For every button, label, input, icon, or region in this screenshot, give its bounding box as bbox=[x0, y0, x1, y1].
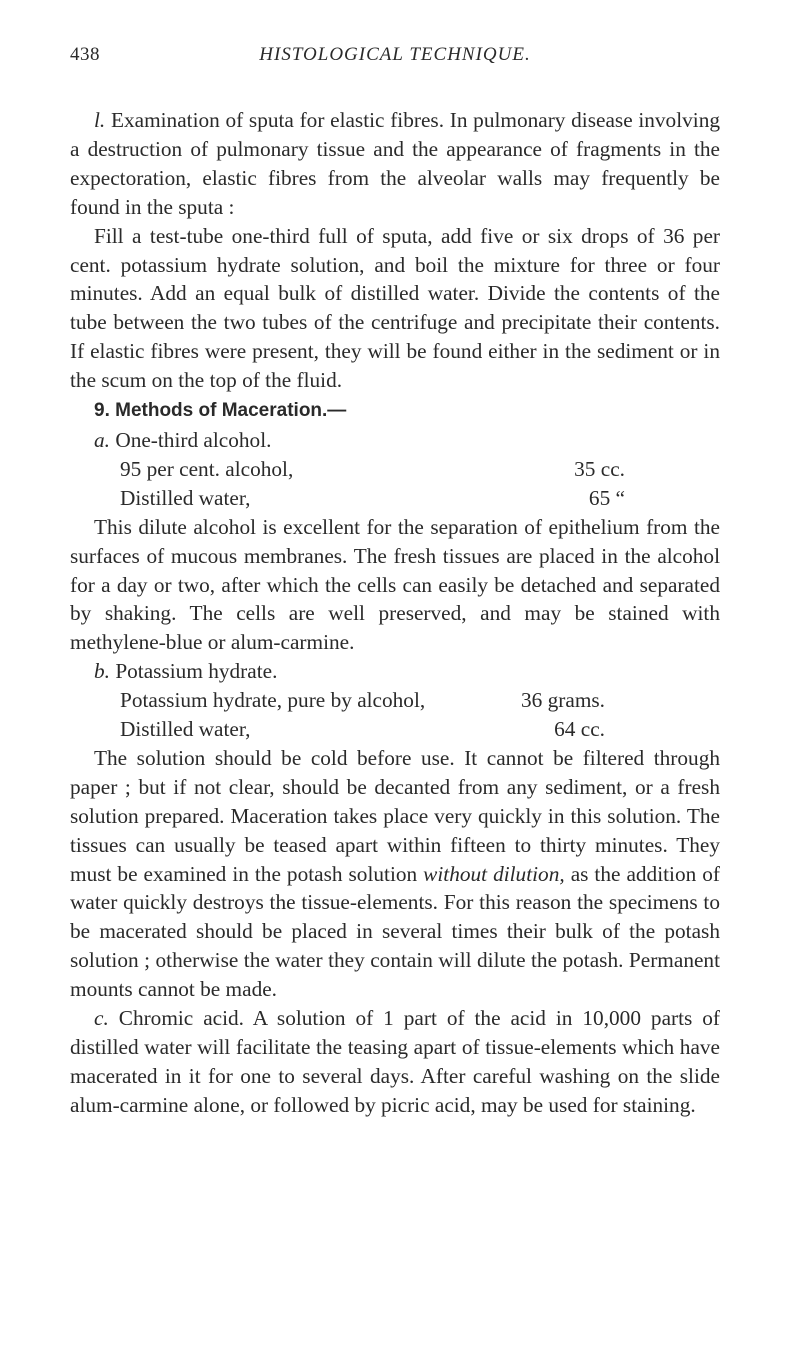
formula-row bbox=[70, 686, 720, 715]
item-b-title: Potassium hydrate. bbox=[115, 659, 278, 684]
formula-ingredient: Potassium hydrate, pure by alcohol, bbox=[120, 688, 426, 713]
formula-amount: 36 grams. bbox=[521, 688, 605, 713]
page-number: 438 bbox=[70, 44, 100, 65]
formula-row bbox=[70, 715, 720, 744]
formula-amount: 35 cc. bbox=[574, 456, 625, 481]
potash-text-after: as the addition of water quickly destroys the tissue-elements. For this reason the specimens to be macerated should be placed in several times their bulk of the potash solution ; otherwise the water they contain will dilute the potash. Permanent mounts cannot be made. bbox=[70, 861, 720, 1002]
paragraph-sputa-examination bbox=[70, 106, 720, 222]
section-heading bbox=[70, 395, 720, 426]
formula-ingredient: Distilled water, bbox=[120, 717, 251, 742]
paragraph-potash-solution bbox=[70, 744, 720, 1004]
item-letter-a: a. bbox=[94, 427, 110, 452]
potash-text-before: The solution should be cold before use. It cannot be filtered through paper ; but if not clear, should be decanted from any sediment, or a fresh solution prepared. Maceration takes place very quickly in this solution. The tissues can usually be teased apart within fifteen to thirty minutes. They must be examined in the potash solution bbox=[70, 745, 720, 886]
formula-row bbox=[70, 484, 720, 513]
sputa-intro-text: Examination of sputa for elastic fibres. In pulmonary disease involving a destruction of pulmonary tissue and the appearance of fragments in the expectoration, elastic fibres from the alveolar walls may frequently be found in the sputa : bbox=[70, 108, 720, 219]
paragraph-chromic-acid bbox=[70, 1004, 720, 1120]
item-letter-c: c. bbox=[94, 1006, 109, 1031]
running-head bbox=[70, 36, 720, 76]
item-letter-l: l. bbox=[94, 108, 106, 132]
paragraph-sputa-procedure: Fill a test-tube one-third full of sputa, add five or six drops of 36 per cent. potassium hydrate solution, and boil the mixture for three or four minutes. Add an equal bulk of distilled water. Divide the contents of the tube between the two tubes of the centrifuge and precipitate their contents. If elastic fibres were present, they will be found either in the sediment or in the scum on the top of the fluid. bbox=[70, 223, 720, 393]
body-text bbox=[70, 106, 720, 1120]
item-a-heading bbox=[70, 426, 720, 455]
potash-emphasis: without dilution, bbox=[423, 861, 565, 886]
formula-ingredient: 95 per cent. alcohol, bbox=[120, 456, 294, 481]
book-page bbox=[70, 36, 720, 1120]
formula-amount: 65 “ bbox=[588, 485, 625, 510]
item-a-title: One-third alcohol. bbox=[115, 427, 272, 452]
formula-amount: 64 cc. bbox=[554, 717, 605, 742]
paragraph-dilute-alcohol: This dilute alcohol is excellent for the separation of epithelium from the surfaces of mucous membranes. The fresh tissues are placed in the alcohol for a day or two, after which the cells can easily be detached and separated by shaking. The cells are well preserved, and may be stained with methylene-blue or alum-carmine. bbox=[70, 514, 720, 655]
formula-row bbox=[70, 455, 720, 484]
formula-ingredient: Distilled water, bbox=[120, 485, 251, 510]
item-letter-b: b. bbox=[94, 659, 110, 684]
header-title: HISTOLOGICAL TECHNIQUE. bbox=[259, 44, 531, 65]
item-b-heading bbox=[70, 657, 720, 686]
maceration-heading: 9. Methods of Maceration.— bbox=[94, 400, 347, 422]
chromic-acid-text: Chromic acid. A solution of 1 part of the acid in 10,000 parts of distilled water will facilitate the teasing apart of tissue-elements which have macerated in it for one to several days. After careful washing on the slide alum-carmine alone, or followed by picric acid, may be used for staining. bbox=[70, 1006, 720, 1117]
